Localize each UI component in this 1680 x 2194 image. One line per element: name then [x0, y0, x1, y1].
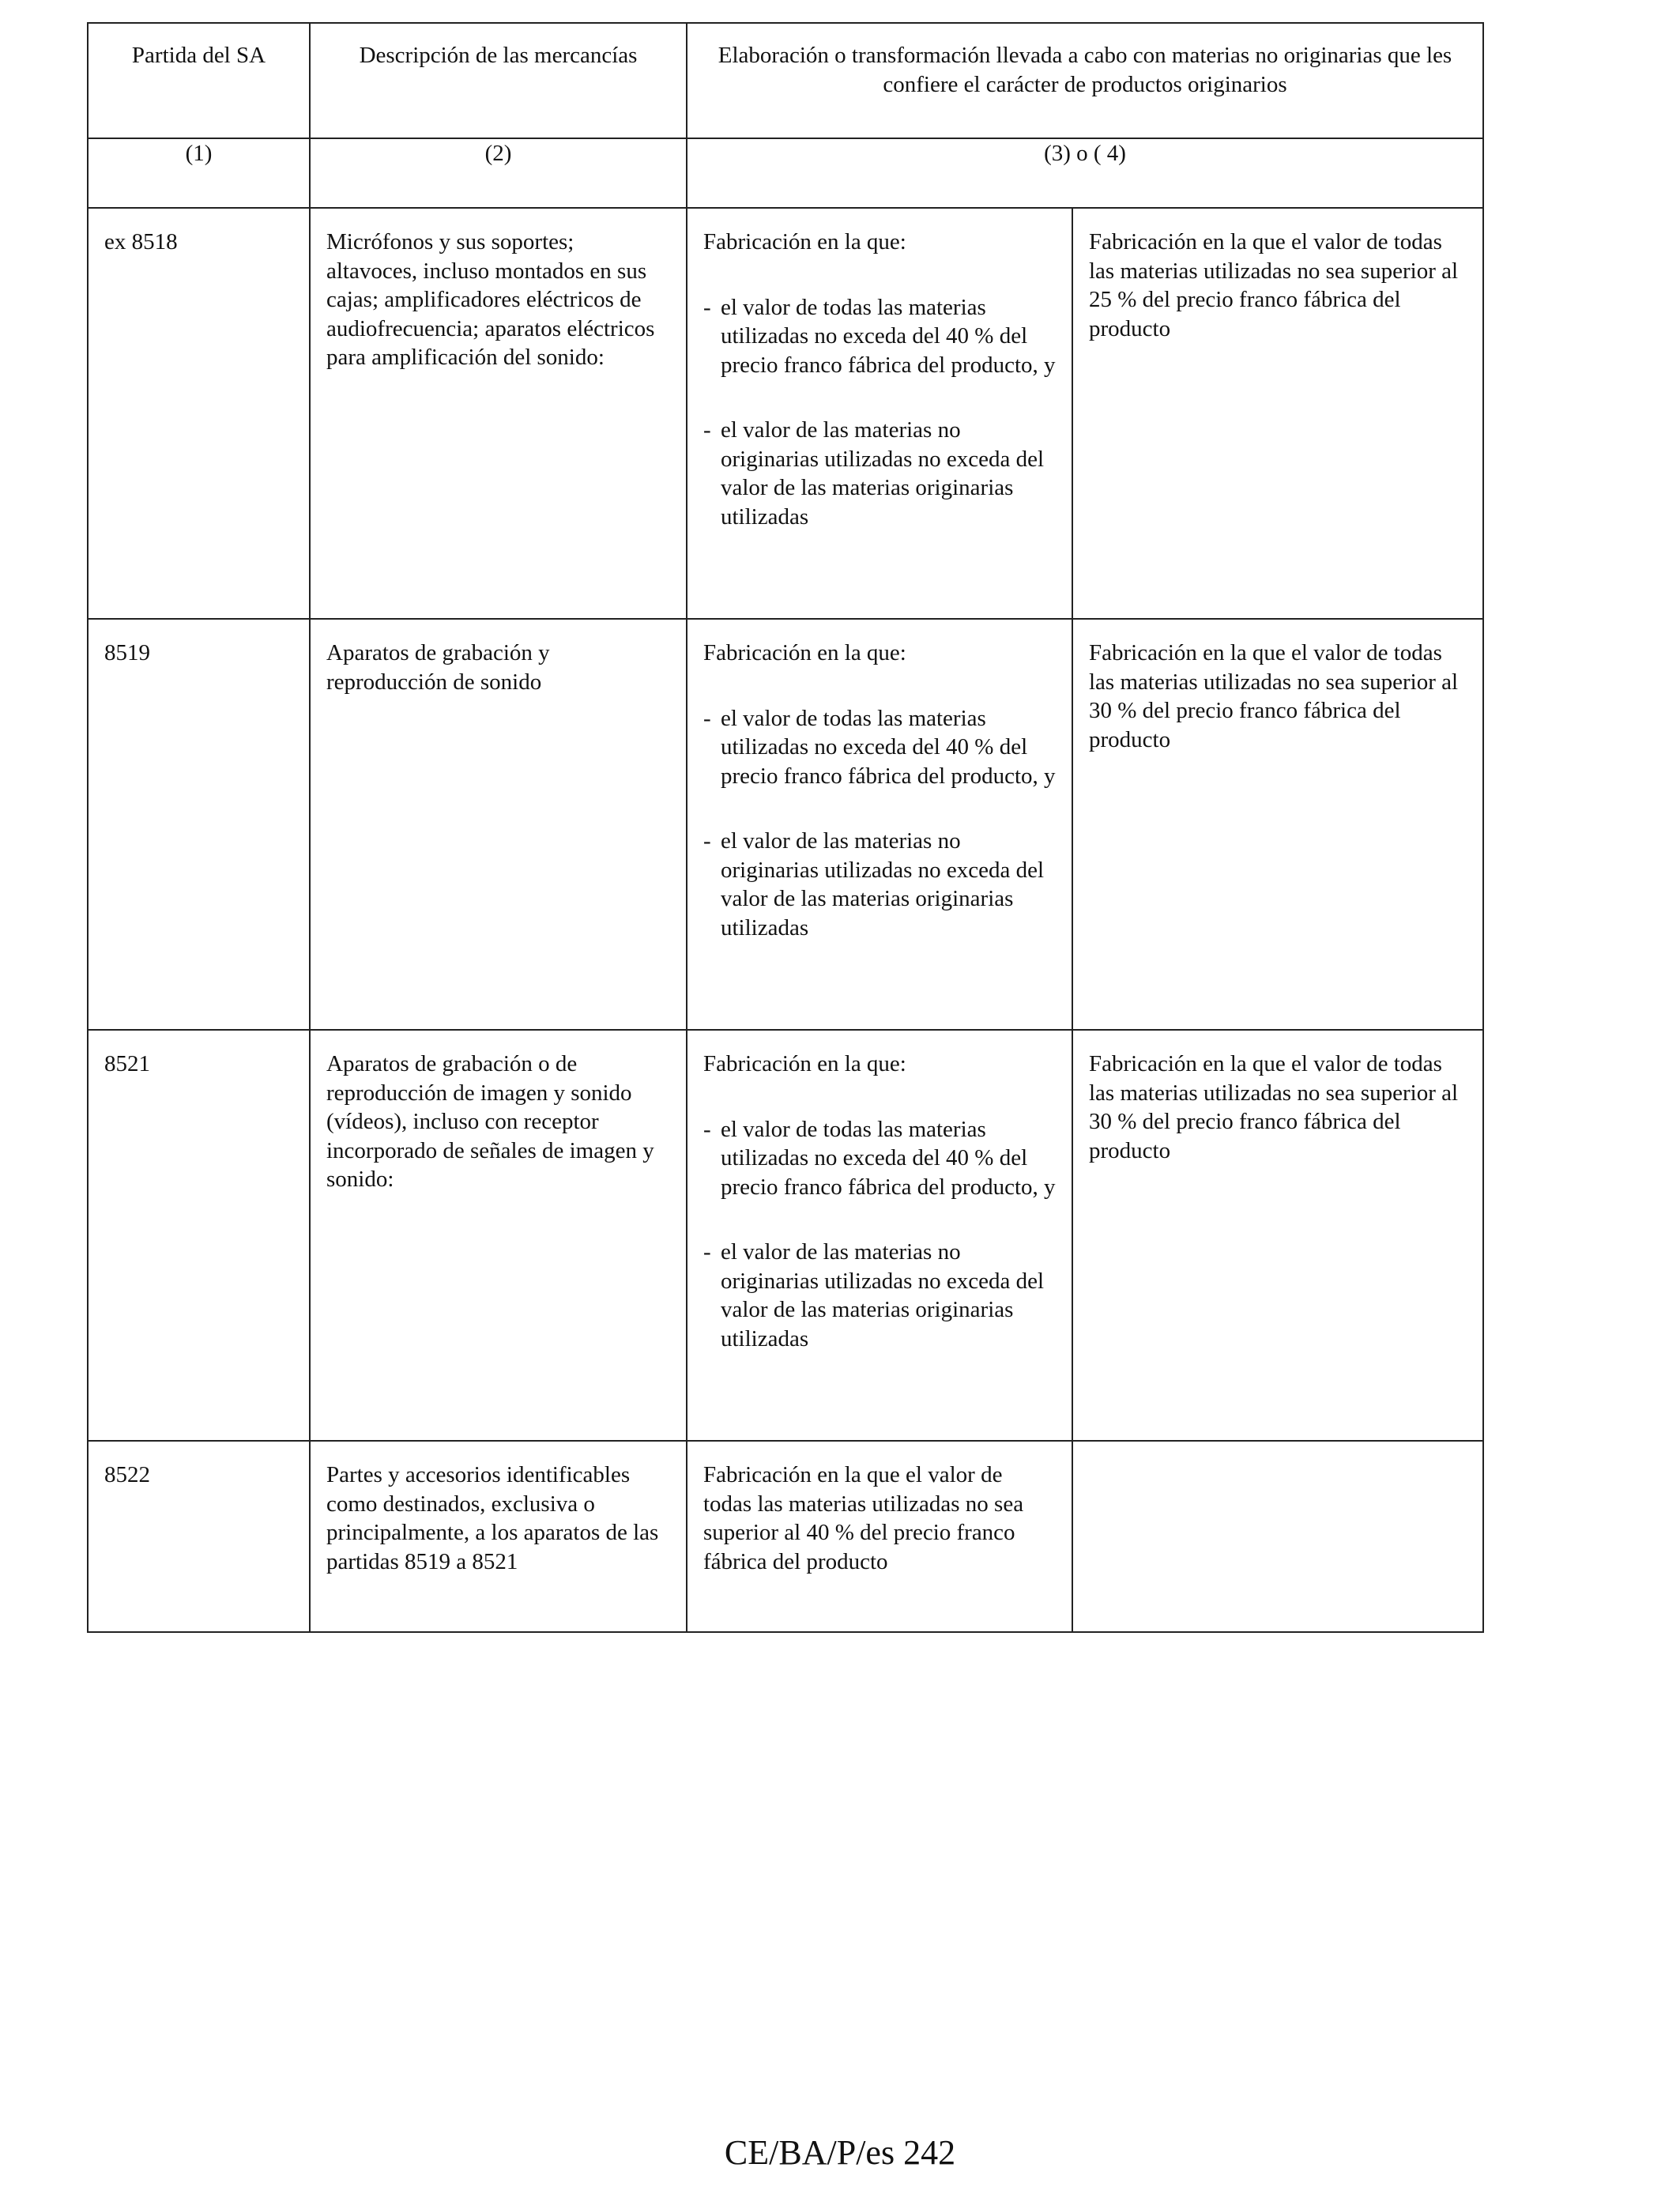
cell-col3 — [687, 208, 1072, 619]
cell-descripcion: Micrófonos y sus soportes; altavoces, incluso montados en sus cajas; amplificadores eléctricos de audiofrecuencia; aparatos eléctricos para amplificación del sonido: — [310, 208, 687, 619]
list-item: - el valor de todas las materias utilizadas no exceda del 40 % del precio franco fábrica del producto, y — [703, 1115, 1056, 1202]
cell-col3 — [687, 1030, 1072, 1441]
list-item: - el valor de las materias no originarias utilizadas no exceda del valor de las materias originarias utilizadas — [703, 827, 1056, 942]
table-row — [88, 208, 1483, 619]
cell-col4: Fabricación en la que el valor de todas las materias utilizadas no sea superior al 25 % del precio franco fábrica del producto — [1072, 208, 1483, 619]
table-row — [88, 619, 1483, 1030]
col3-intro: Fabricación en la que: — [703, 1051, 906, 1076]
cell-col3 — [687, 1441, 1072, 1632]
page-footer-reference: CE/BA/P/es 242 — [724, 2133, 956, 2172]
column-number-3-4: (3) o ( 4) — [687, 138, 1483, 208]
cell-descripcion: Aparatos de grabación y reproducción de sonido — [310, 619, 687, 1030]
header-descripcion: Descripción de las mercancías — [310, 23, 687, 138]
header-elaboracion: Elaboración o transformación llevada a cabo con materias no originarias que les confiere el carácter de productos originarios — [687, 23, 1483, 138]
column-number-row — [88, 138, 1483, 208]
col3-intro: Fabricación en la que: — [703, 640, 906, 665]
cell-col4: Fabricación en la que el valor de todas las materias utilizadas no sea superior al 30 % del precio franco fábrica del producto — [1072, 619, 1483, 1030]
cell-partida: 8519 — [88, 619, 310, 1030]
cell-col3 — [687, 619, 1072, 1030]
list-item: - el valor de las materias no originarias utilizadas no exceda del valor de las materias originarias utilizadas — [703, 1238, 1056, 1353]
header-partida: Partida del SA — [88, 23, 310, 138]
list-item: - el valor de las materias no originarias utilizadas no exceda del valor de las materias originarias utilizadas — [703, 416, 1056, 531]
column-number-2: (2) — [310, 138, 687, 208]
table-row — [88, 1441, 1483, 1632]
cell-col4 — [1072, 1441, 1483, 1632]
col3-intro: Fabricación en la que: — [703, 229, 906, 254]
list-item: - el valor de todas las materias utilizadas no exceda del 40 % del precio franco fábrica del producto, y — [703, 704, 1056, 791]
cell-partida: 8522 — [88, 1441, 310, 1632]
header-row — [88, 23, 1483, 138]
col3-intro: Fabricación en la que el valor de todas las materias utilizadas no sea superior al 40 % del precio franco fábrica del producto — [703, 1462, 1024, 1574]
cell-partida: 8521 — [88, 1030, 310, 1441]
col3-conditions-list — [703, 293, 1056, 532]
cell-descripcion: Partes y accesorios identificables como destinados, exclusiva o principalmente, a los aparatos de las partidas 8519 a 8521 — [310, 1441, 687, 1632]
table-row — [88, 1030, 1483, 1441]
cell-col4: Fabricación en la que el valor de todas las materias utilizadas no sea superior al 30 % del precio franco fábrica del producto — [1072, 1030, 1483, 1441]
col3-conditions-list — [703, 704, 1056, 943]
col3-conditions-list — [703, 1115, 1056, 1354]
list-item: - el valor de todas las materias utilizadas no exceda del 40 % del precio franco fábrica del producto, y — [703, 293, 1056, 380]
cell-descripcion: Aparatos de grabación o de reproducción de imagen y sonido (vídeos), incluso con receptor incorporado de señales de imagen y sonido: — [310, 1030, 687, 1441]
column-number-1: (1) — [88, 138, 310, 208]
rules-of-origin-table — [87, 22, 1484, 1633]
cell-partida: ex 8518 — [88, 208, 310, 619]
